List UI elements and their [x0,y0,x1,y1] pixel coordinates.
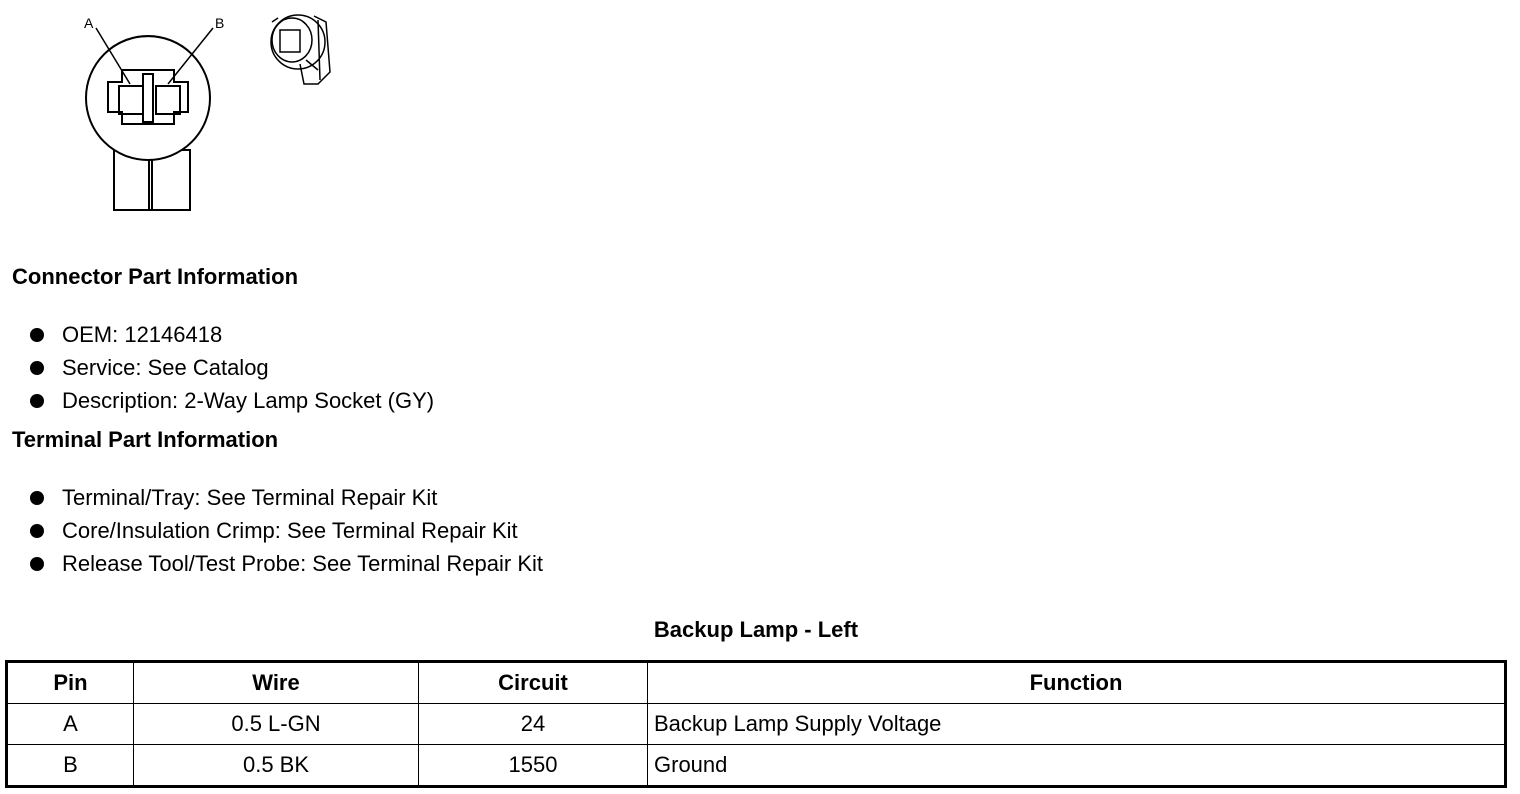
header-pin: Pin [7,662,134,704]
oem-text: OEM: 12146418 [62,321,223,347]
connector-part-info-heading: Connector Part Information [12,264,299,289]
connector-diagram [0,0,360,220]
table-row [7,704,1506,745]
list-item [30,318,434,351]
socket-perspective-icon [271,15,330,84]
description-text: Description: 2-Way Lamp Socket (GY) [62,387,435,413]
cell-function: Ground [648,745,1506,787]
pin-label-a: A [84,15,94,31]
header-wire: Wire [134,662,419,704]
table-row [7,745,1506,787]
terminal-part-info-heading: Terminal Part Information [12,427,279,452]
cell-circuit: 1550 [419,745,648,787]
list-item [30,351,434,384]
list-item [30,514,543,547]
list-item [30,384,434,417]
pinout-table [5,660,1507,788]
cell-pin: A [7,704,134,745]
cell-function: Backup Lamp Supply Voltage [648,704,1506,745]
terminal-tray-text: Terminal/Tray: See Terminal Repair Kit [62,484,438,510]
table-header-row [7,662,1506,704]
service-text: Service: See Catalog [62,354,269,380]
bullet-icon [30,557,44,571]
list-item [30,547,543,580]
bullet-icon [30,328,44,342]
bullet-icon [30,361,44,375]
bullet-icon [30,524,44,538]
bullet-icon [30,394,44,408]
terminal-part-info-list [30,481,543,580]
cell-wire: 0.5 L-GN [134,704,419,745]
pin-label-b: B [215,15,225,31]
cell-circuit: 24 [419,704,648,745]
cell-pin: B [7,745,134,787]
cell-wire: 0.5 BK [134,745,419,787]
header-circuit: Circuit [419,662,648,704]
crimp-text: Core/Insulation Crimp: See Terminal Repair Kit [62,517,518,543]
header-function: Function [648,662,1506,704]
list-item [30,481,543,514]
connector-part-info-list [30,318,434,417]
table-title: Backup Lamp - Left [653,617,859,642]
release-tool-text: Release Tool/Test Probe: See Terminal Repair Kit [62,550,543,576]
bullet-icon [30,491,44,505]
